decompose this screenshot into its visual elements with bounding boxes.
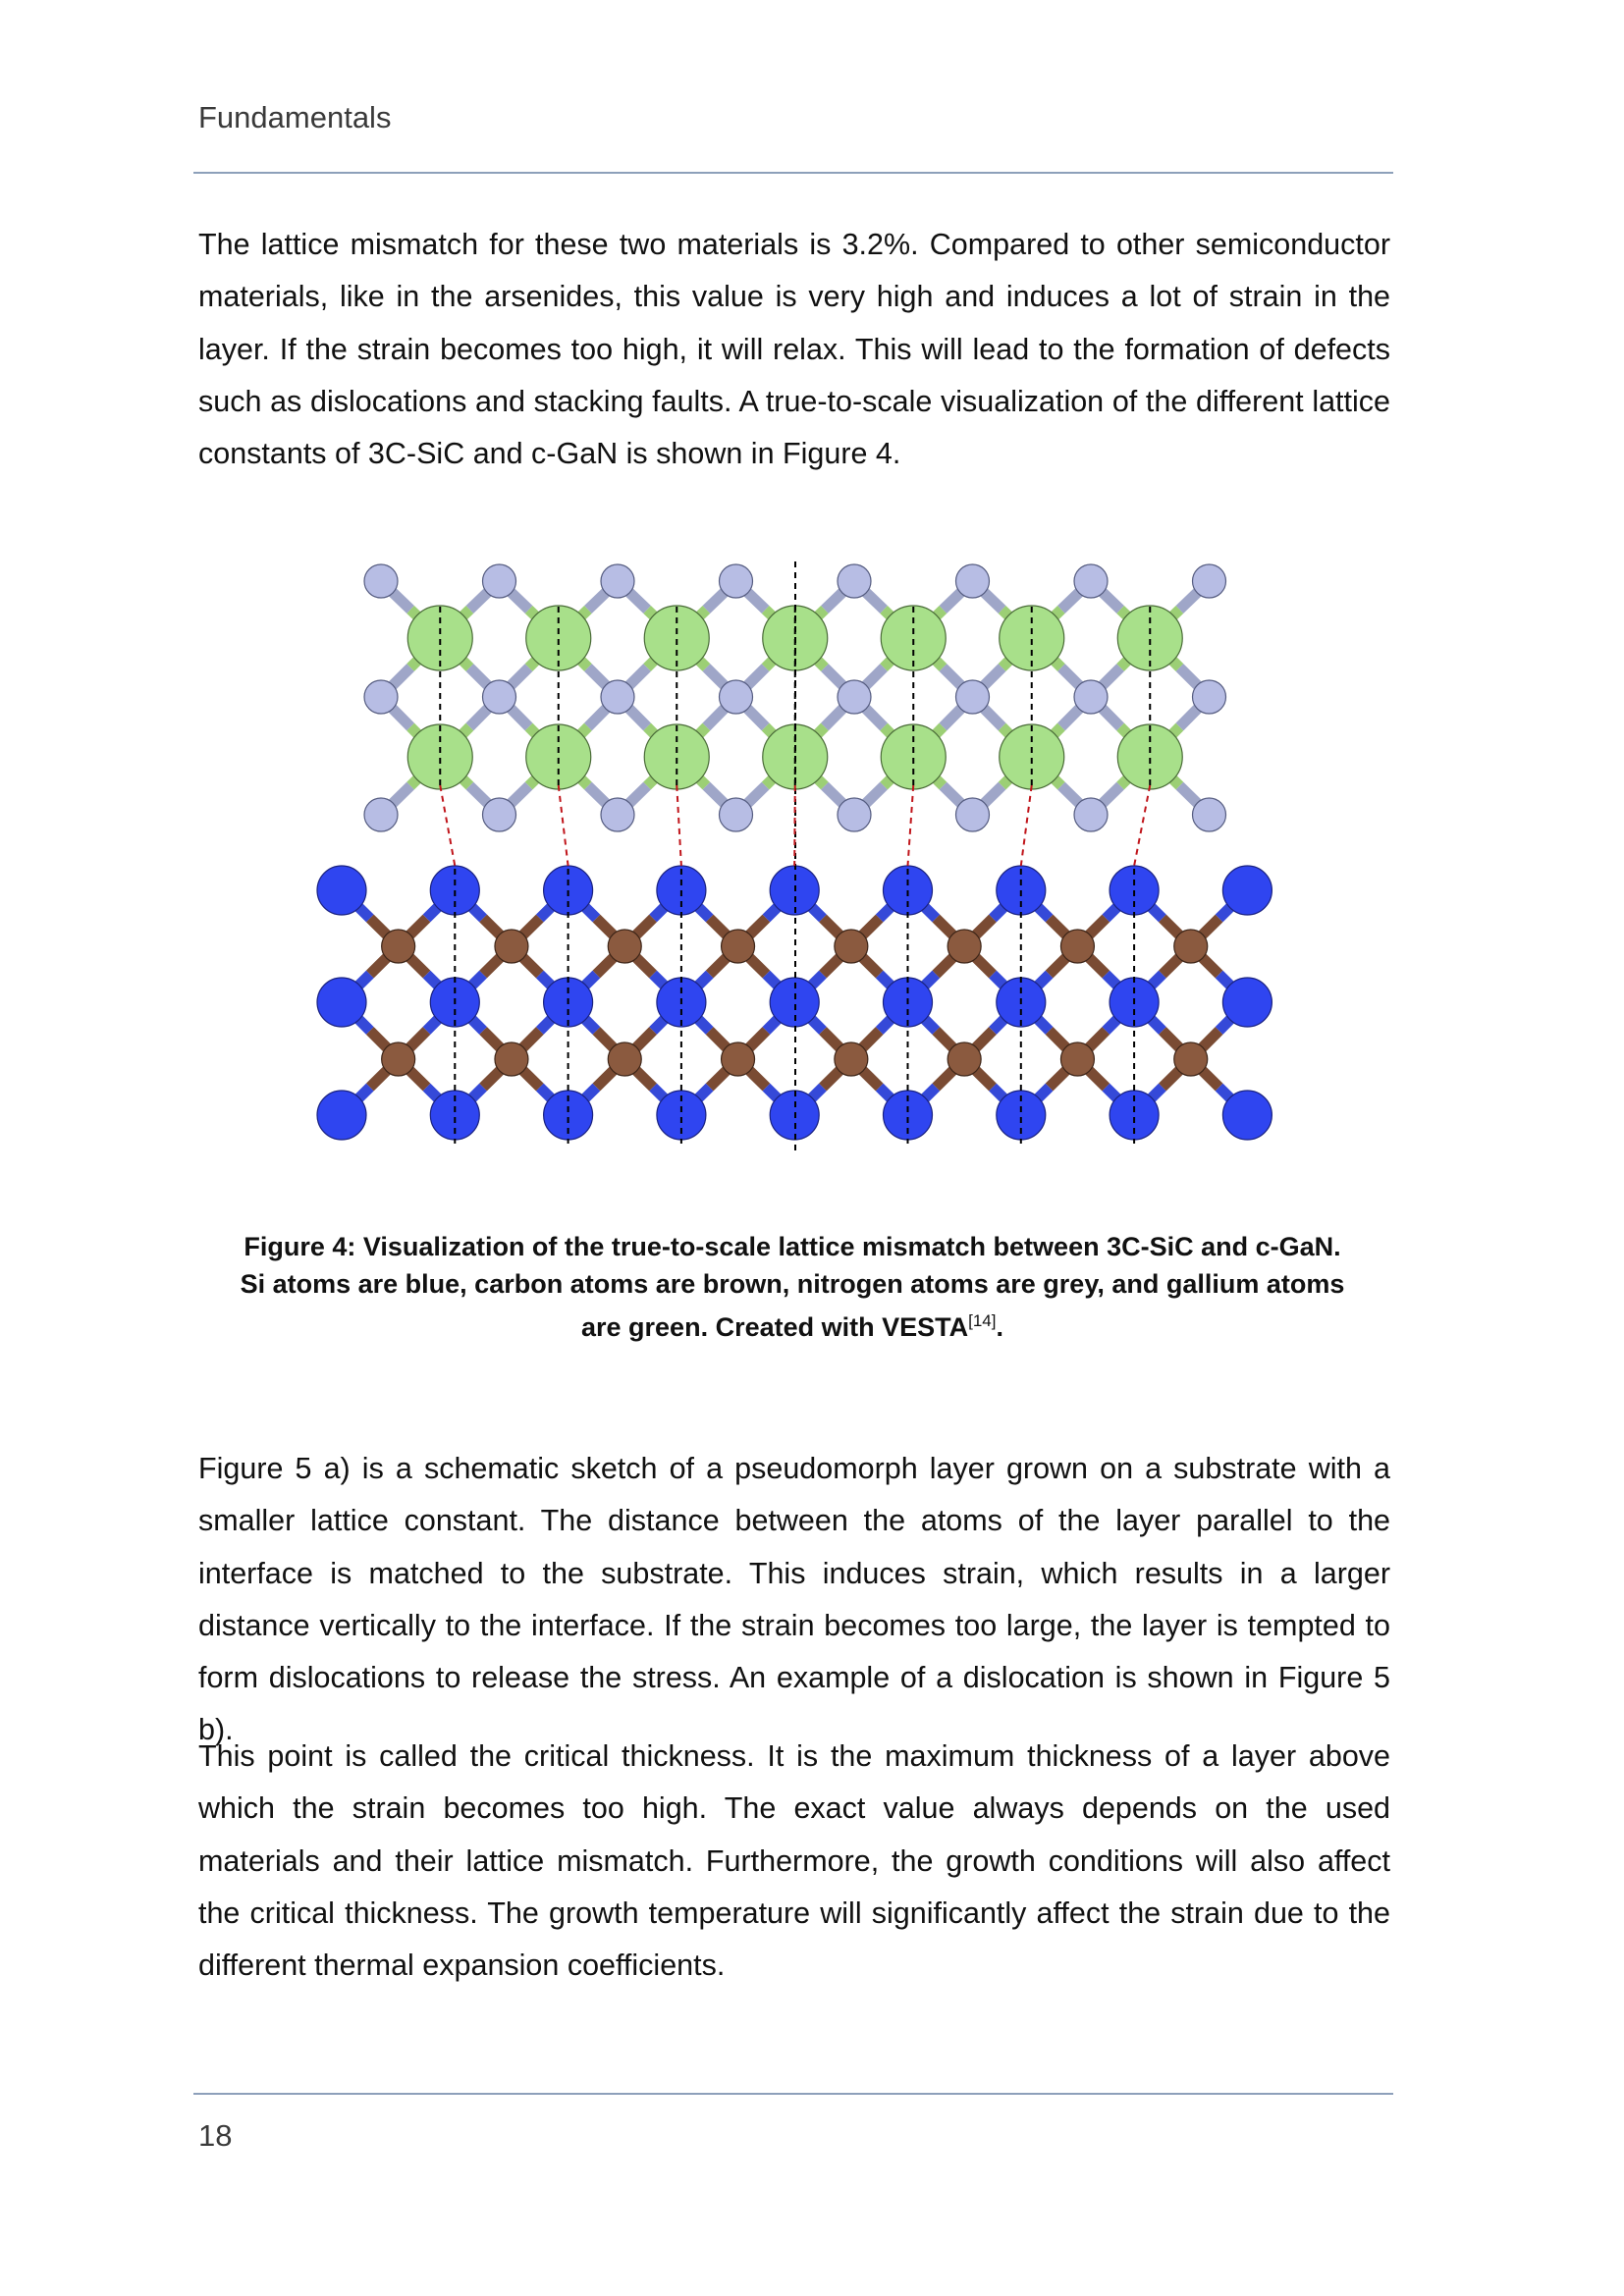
silicon-atom <box>317 978 366 1027</box>
nitrogen-atom <box>364 564 398 598</box>
carbon-atom <box>722 1042 755 1076</box>
carbon-atom <box>1174 1042 1208 1076</box>
nitrogen-atom <box>720 564 753 598</box>
lattice-visualization <box>295 550 1296 1158</box>
nitrogen-atom <box>483 798 516 831</box>
carbon-atom <box>947 1042 981 1076</box>
nitrogen-atom <box>956 680 990 714</box>
footer-rule <box>193 2093 1393 2095</box>
nitrogen-atom <box>483 680 516 714</box>
carbon-atom <box>608 1042 641 1076</box>
carbon-atom <box>835 1042 868 1076</box>
caption-reference[interactable]: [14] <box>968 1311 997 1330</box>
nitrogen-atom <box>720 798 753 831</box>
silicon-atom <box>317 866 366 915</box>
carbon-atom <box>1060 1042 1094 1076</box>
nitrogen-atom <box>1193 680 1226 714</box>
nitrogen-atom <box>956 798 990 831</box>
nitrogen-atom <box>483 564 516 598</box>
nitrogen-atom <box>1074 680 1108 714</box>
mismatch-line <box>559 785 568 866</box>
nitrogen-atom <box>1193 798 1226 831</box>
silicon-atom <box>1222 866 1272 915</box>
mismatch-line <box>677 785 681 866</box>
carbon-atom <box>382 930 415 963</box>
carbon-atom <box>608 930 641 963</box>
carbon-atom <box>1060 930 1094 963</box>
carbon-atom <box>382 1042 415 1076</box>
carbon-atom <box>835 930 868 963</box>
silicon-atom <box>317 1091 366 1140</box>
carbon-atom <box>495 1042 528 1076</box>
nitrogen-atom <box>838 798 871 831</box>
silicon-atom <box>1222 1091 1272 1140</box>
figure-4 <box>295 550 1296 1158</box>
body-paragraph-1: The lattice mismatch for these two materials is 3.2%. Compared to other semiconductor materials, like in the arsenides, this value is very high and induces a lot of strain in the layer. If the strain becomes too high, it will relax. This will lead to the formation of defects such as dislocations and stacking faults. A true-to-scale visualization of the different lattice constants of 3C-SiC and c-GaN is shown in Figure 4. <box>198 228 1390 471</box>
caption-end: . <box>996 1312 1003 1342</box>
carbon-atom <box>1174 930 1208 963</box>
nitrogen-atom <box>601 680 634 714</box>
carbon-atom <box>722 930 755 963</box>
mismatch-line <box>1021 785 1032 866</box>
nitrogen-atom <box>1074 564 1108 598</box>
nitrogen-atom <box>601 564 634 598</box>
figure-caption <box>228 1229 1357 1347</box>
page-number: 18 <box>198 2118 233 2153</box>
nitrogen-atom <box>1193 564 1226 598</box>
mismatch-line <box>908 785 914 866</box>
nitrogen-atom <box>956 564 990 598</box>
silicon-atom <box>1222 978 1272 1027</box>
nitrogen-atom <box>364 680 398 714</box>
header-rule <box>193 172 1393 174</box>
body-paragraph-3: This point is called the critical thickness. It is the maximum thickness of a layer above which the strain becomes too high. The exact value always depends on the used materials and their lattice mismatch. Furthermore, the growth conditions will also affect the critical thickness. The growth temperature will significantly affect the strain due to the different thermal expansion coefficients. <box>198 1739 1390 1983</box>
carbon-atom <box>495 930 528 963</box>
nitrogen-atom <box>838 564 871 598</box>
nitrogen-atom <box>601 798 634 831</box>
nitrogen-atom <box>838 680 871 714</box>
running-header: Fundamentals <box>198 100 392 134</box>
carbon-atom <box>947 930 981 963</box>
nitrogen-atom <box>364 798 398 831</box>
caption-text: Figure 4: Visualization of the true-to-scale lattice mismatch between 3C-SiC and c-GaN. Si atoms are blue, carbon atoms are brown, nitrogen atoms are grey, and gallium atoms are green. Created with VESTA <box>240 1232 1345 1342</box>
nitrogen-atom <box>720 680 753 714</box>
mismatch-line <box>1134 785 1150 866</box>
body-paragraph-2: Figure 5 a) is a schematic sketch of a pseudomorph layer grown on a substrate with a smaller lattice constant. The distance between the atoms of the layer parallel to the interface is matched to the substrate. This induces strain, which results in a larger distance vertically to the interface. If the strain becomes too large, the layer is tempted to form dislocations to release the stress. An example of a dislocation is shown in Figure 5 b). <box>198 1452 1390 1747</box>
nitrogen-atom <box>1074 798 1108 831</box>
mismatch-line <box>440 785 455 866</box>
